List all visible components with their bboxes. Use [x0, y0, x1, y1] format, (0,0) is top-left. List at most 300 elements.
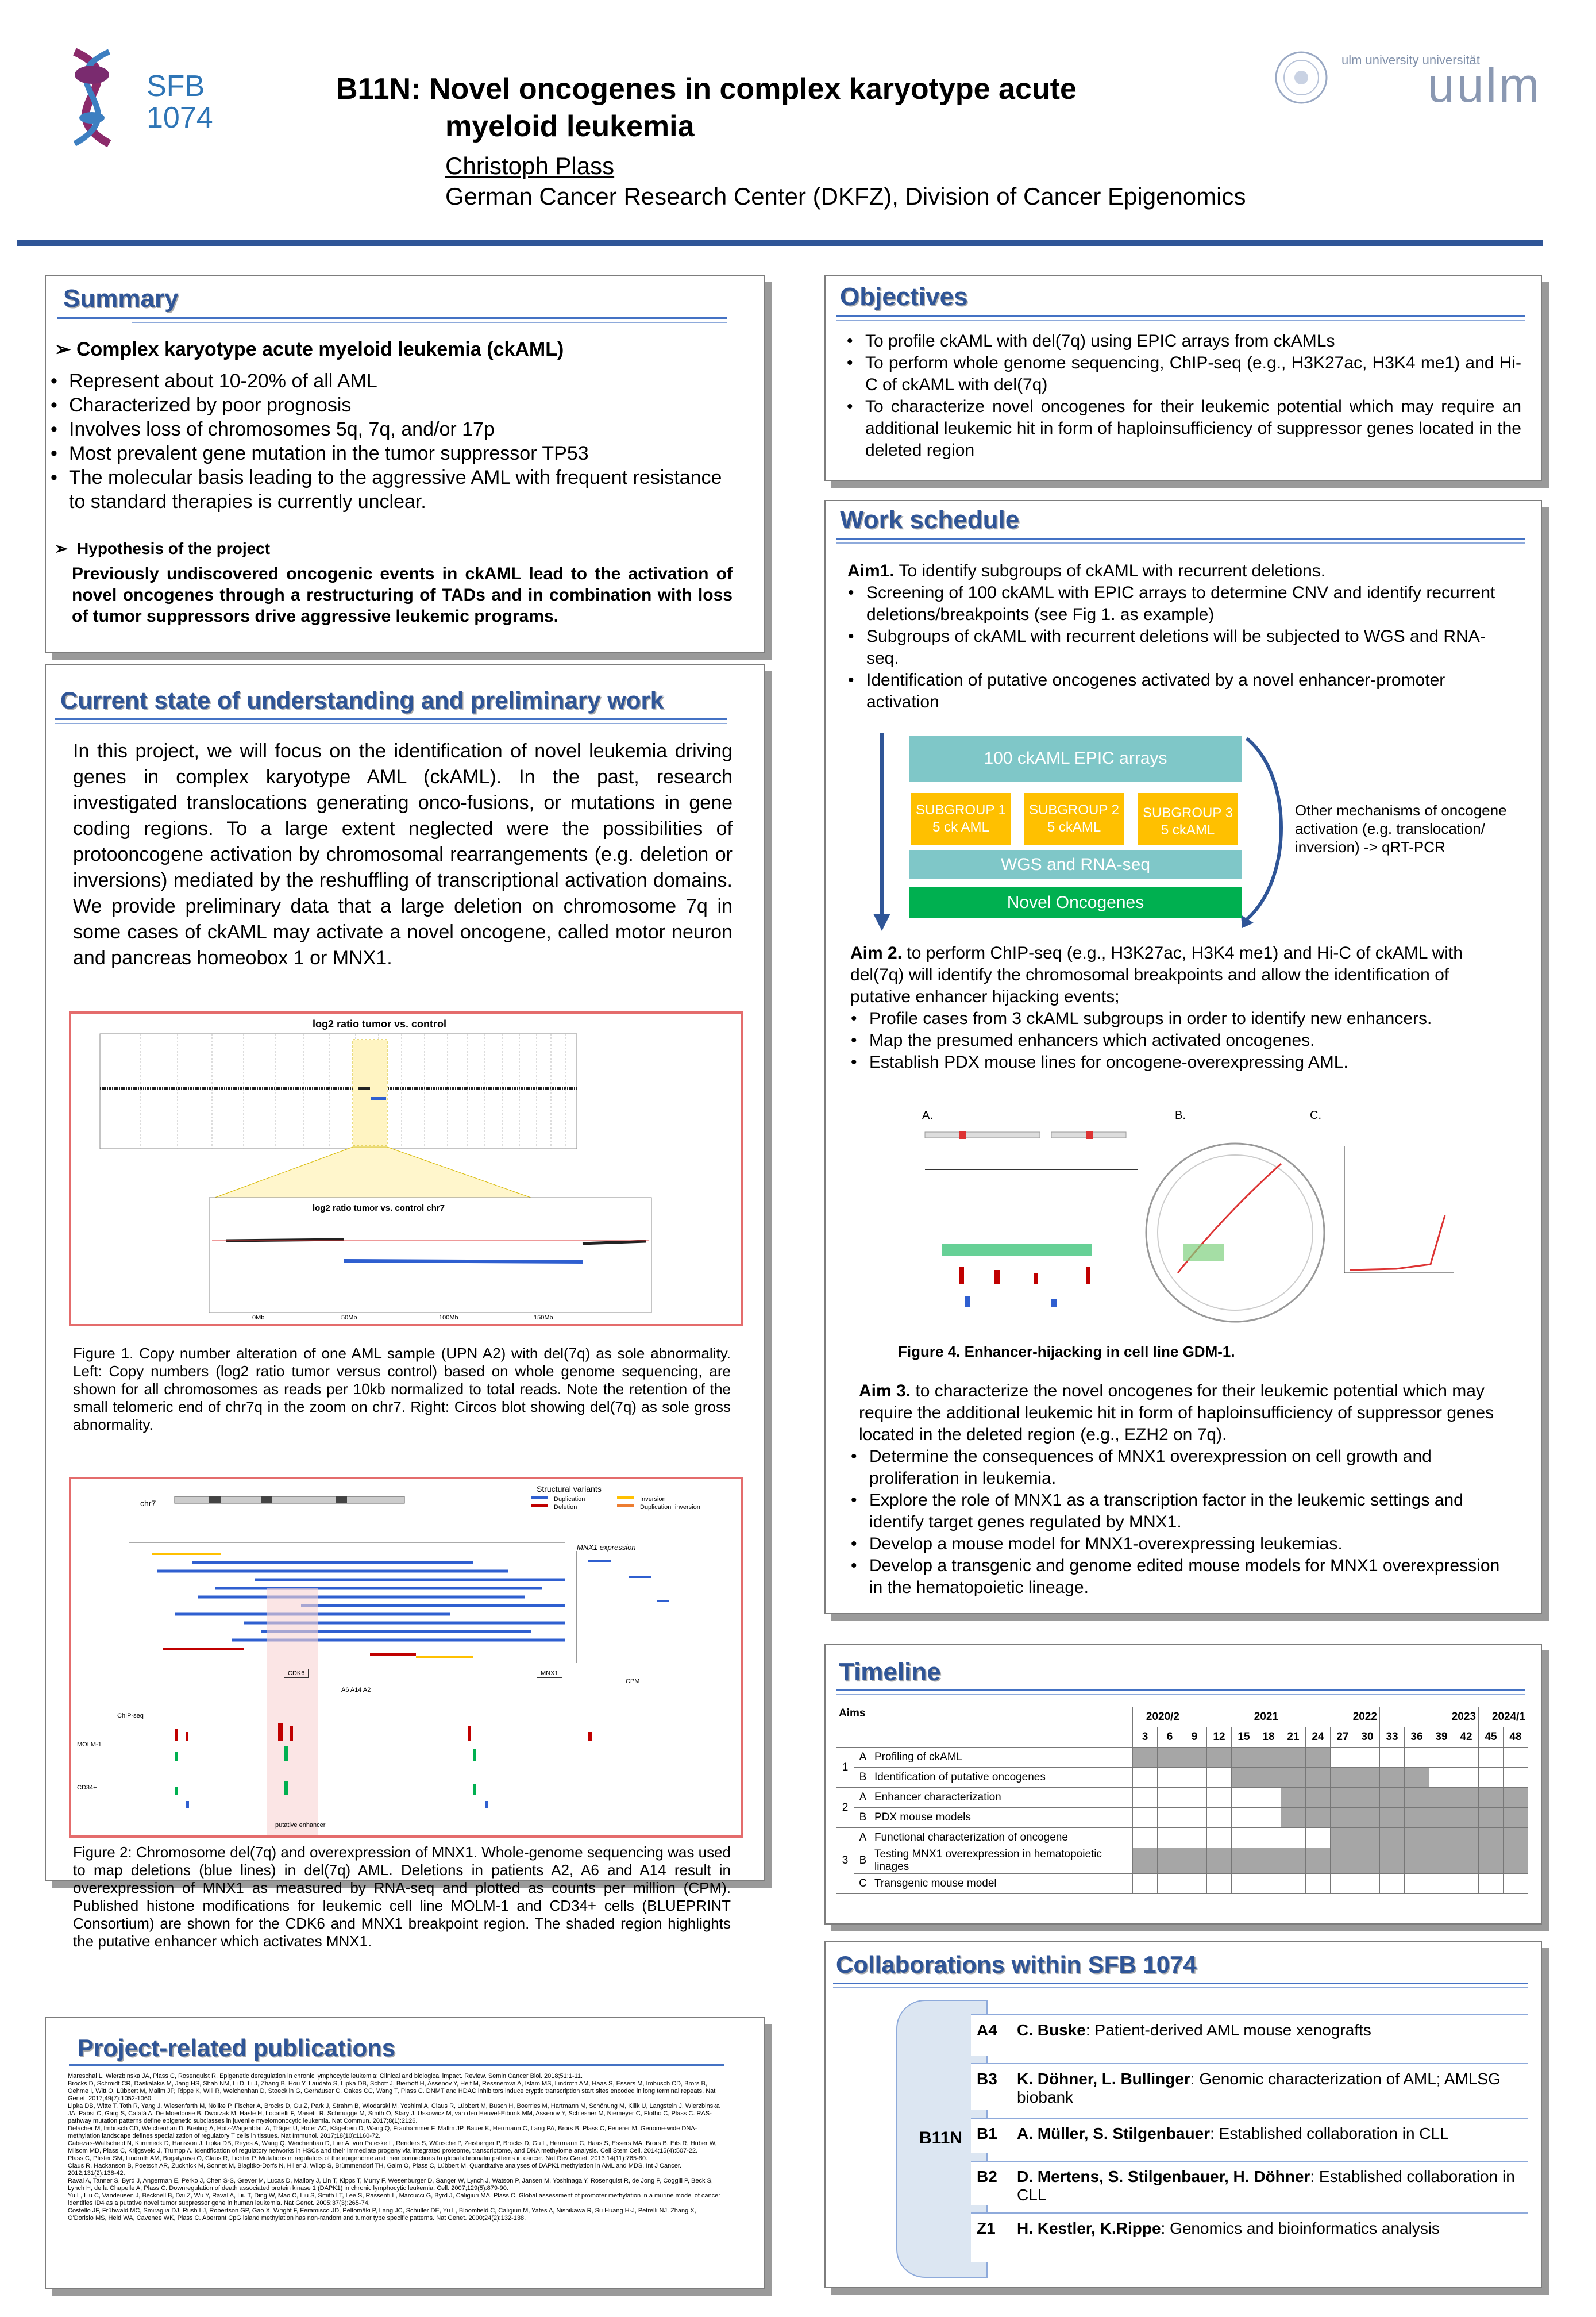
fig2-mnx1-label: MNX1: [537, 1669, 562, 1678]
aim3-heading: [859, 1380, 1514, 1446]
timeline-cell: [1256, 1828, 1281, 1848]
timeline-month: 42: [1454, 1727, 1479, 1748]
timeline-cell: [1207, 1848, 1232, 1874]
timeline-sub-label: B: [854, 1848, 872, 1874]
timeline-underline-2: [836, 1694, 1525, 1695]
timeline-month: 15: [1232, 1727, 1256, 1748]
uni-small-text: ulm university universität: [1341, 53, 1480, 67]
work-schedule-underline: [836, 538, 1525, 540]
timeline-task-label: Identification of putative oncogenes: [872, 1768, 1133, 1788]
timeline-cell: [1479, 1848, 1504, 1874]
timeline-cell: [1380, 1748, 1405, 1768]
timeline-cell: [1405, 1828, 1429, 1848]
timeline-sub-label: A: [854, 1788, 872, 1808]
collab-item: [971, 2014, 1528, 2056]
timeline-cell: [1133, 1748, 1158, 1768]
fig1-genome-plot: [71, 1014, 741, 1324]
aim2-bullet: • Profile cases from 3 ckAML subgroups in order to identify new enhancers.: [847, 1008, 1514, 1030]
timeline-month: 12: [1207, 1727, 1232, 1748]
timeline-cell: [1182, 1748, 1207, 1768]
timeline-title: Timeline: [839, 1658, 941, 1686]
timeline-cell: [1405, 1748, 1429, 1768]
fig4-panel-c: C.: [1310, 1109, 1321, 1122]
collab-names: D. Mertens, S. Stilgenbauer, H. Döhner: [1017, 2168, 1310, 2185]
timeline-cell: [1207, 1768, 1232, 1788]
timeline-task-row: [836, 1748, 1528, 1768]
timeline-cell: [1207, 1808, 1232, 1828]
timeline-cell: [1232, 1848, 1256, 1874]
timeline-month: 6: [1158, 1727, 1182, 1748]
dna-helix-icon: [52, 46, 138, 149]
current-state-title: Current state of understanding and preliminary work: [60, 687, 664, 714]
collab-description: : Genomics and bioinformatics analysis: [1161, 2219, 1440, 2237]
timeline-task-row: [836, 1788, 1528, 1808]
timeline-cell: [1429, 1828, 1454, 1848]
timeline-cell: [1306, 1748, 1331, 1768]
reference: Cabezas-Wallscheid N, Klimmeck D, Hansson J, Lipka DB, Reyes A, Wang Q, Weichenhan D, Lier A, von Paleske L, Renders S, Wünsche P, Zeisberger P, Brocks D, Gu L, Herrmann C, Haas S, Essers MA, Brors B, Eils R, Huber W, Milsom MD, Plass C, Krijgsveld J, Trumpp A. Identification of regulatory networks in HSCs and their immediate progeny via integrated proteome, transcriptome, and DNA methylome analysis. Cell Stem Cell. 2014;15(4):507-22.: [68, 2140, 717, 2154]
summary-underline: [57, 317, 727, 319]
timeline-cell: [1429, 1848, 1454, 1874]
fig2-chip-label: ChIP-seq: [117, 1712, 144, 1719]
summary-bullet: • Most prevalent gene mutation in the tumor suppressor TP53: [47, 441, 742, 465]
timeline-cell: [1504, 1748, 1528, 1768]
timeline-cell: [1306, 1788, 1331, 1808]
timeline-cell: [1207, 1748, 1232, 1768]
timeline-cell: [1256, 1808, 1281, 1828]
publications-title: Project-related publications: [78, 2034, 396, 2061]
fig2-cd34-label: CD34+: [77, 1784, 97, 1791]
flow-novel-box: Novel Oncogenes: [909, 887, 1242, 918]
timeline-cell: [1405, 1874, 1429, 1894]
fig2-chr-label: chr7: [140, 1499, 156, 1508]
reference: Costello JF, Frühwald MC, Smiraglia DJ, Rush LJ, Robertson GP, Gao X, Wright F, Feramisco JD, Peltomäki P, Lang JC, Schuller DE, Yu L, Bloomfield C, Caligiuri M, Yates A, Nishikawa R, Su Huang H-J, Petrelli NJ, Zhang X, O'Dorisio MS, Held WA, Cavenee WK, Plass C. Aberrant CpG island methylation has non-random and tumor type specific patterns. Nat Genet. 2000;24(2):132-138.: [68, 2207, 696, 2222]
aim2-list: [847, 1008, 1514, 1073]
objective-bullet: • To perform whole genome sequencing, ChIP-seq (e.g., H3K27ac, H3K4 me1) and Hi-C of ckAML with del(7q): [843, 352, 1521, 396]
timeline-month: 18: [1256, 1727, 1281, 1748]
timeline-cell: [1158, 1808, 1182, 1828]
timeline-cell: [1454, 1828, 1479, 1848]
figure-4: [879, 1100, 1514, 1339]
timeline-cell: [1158, 1748, 1182, 1768]
summary-bullet: • The molecular basis leading to the aggressive AML with frequent resistance to standard therapies is currently unclear.: [47, 465, 742, 514]
timeline-cell: [1331, 1828, 1355, 1848]
aim1-text: To identify subgroups of ckAML with recurrent deletions.: [894, 561, 1326, 580]
fig2-legend-inv: Inversion: [640, 1496, 666, 1503]
reference: Delacher M, Imbusch CD, Weichenhan D, Breiling A, Hotz-Wagenblatt A, Träger U, Hofer AC, Kägebein D, Wang Q, Frauhammer F, Mallm JP, Bauer K, Herrmann C, Lang PA, Brors B, Plass C, Feuerer M. Genome-wide DNA-methylation landscape defines specialization of regulatory T cells in tissues. Nat Immunol. 2017;18(10):1160-72.: [68, 2125, 697, 2139]
timeline-year: 2020/2: [1133, 1707, 1182, 1727]
timeline-cell: [1479, 1788, 1504, 1808]
header-divider: [17, 240, 1543, 246]
timeline-cell: [1158, 1828, 1182, 1848]
timeline-cell: [1429, 1788, 1454, 1808]
timeline-cell: [1380, 1788, 1405, 1808]
reference: Raval A, Tanner S, Byrd J, Angerman E, Perko J, Chen S-S, Grever M, Lucas D, Mallory J, Lin T, Kipps T, Murry F, Wesenburger D, Sanger W, Lynch J, Watson P, Jansen M, Yoshinaga Y, Rosenquist R, de Jong P, Coggill P, Beck S, Lynch H, de la Chapelle A, Plass C. Downregulation of death associated protein kinase 1 (DAPK1) in chronic lymphocytic leukemia. Cell. 2007;129(5):879-90.: [68, 2177, 713, 2192]
timeline-year: 2023: [1380, 1707, 1479, 1727]
timeline-cell: [1331, 1748, 1355, 1768]
figure-1-caption: Figure 1. Copy number alteration of one AML sample (UPN A2) with del(7q) as sole abnormality. Left: Copy numbers (log2 ratio tumor versus control) based on whole genome sequencing, are shown for all chromosomes as reads per 10kb normalized to total reads. Note the retention of the small telomeric end of chr7q in the zoom on chr7. Right: Circos blot showing del(7q) as sole gross abnormality.: [73, 1345, 731, 1433]
timeline-cell: [1355, 1808, 1380, 1828]
timeline-cell: [1454, 1848, 1479, 1874]
timeline-cell: [1207, 1874, 1232, 1894]
figure-4-caption: Figure 4. Enhancer-hijacking in cell line GDM-1.: [898, 1343, 1235, 1360]
summary-heading: [55, 338, 744, 361]
timeline-cell: [1232, 1748, 1256, 1768]
timeline-cell: [1133, 1848, 1158, 1874]
figure-2: [69, 1477, 743, 1838]
collab-text: [1017, 2219, 1517, 2238]
reference: Yu L, Liu C, Vandeusen J, Becknell B, Dai Z, Wu Y, Raval A, Liu T, Ding W, Mao C, Liu S, Smith LT, Lee S, Rassenti L, Marcucci G, Byrd J, Caligiuri MA, Plass C. Global assessment of promoter methylation in a murine model of cancer identifies ID4 as a putative novel tumor suppressor gene in human leukemia. Nat Genet. 2005;37(3):265-74.: [68, 2192, 720, 2207]
flow-diagram: [868, 730, 1534, 931]
collab-center-label: B11N: [919, 2129, 963, 2147]
timeline-cell: [1380, 1828, 1405, 1848]
timeline-cell: [1281, 1848, 1306, 1874]
timeline-cell: [1355, 1748, 1380, 1768]
flow-subgroup-1: SUBGROUP 1 5 ck AML: [911, 793, 1011, 845]
timeline-month: 27: [1331, 1727, 1355, 1748]
fig4-panel-a: A.: [922, 1109, 933, 1122]
aim3-bullet: • Determine the consequences of MNX1 overexpression on cell growth and proliferation in leukemia.: [847, 1446, 1514, 1490]
summary-bullet: • Involves loss of chromosomes 5q, 7q, and/or 17p: [47, 417, 742, 441]
timeline-year: 2021: [1182, 1707, 1281, 1727]
collab-id: B2: [977, 2168, 997, 2185]
timeline-cell: [1182, 1788, 1207, 1808]
timeline-cell: [1479, 1828, 1504, 1848]
timeline-cell: [1281, 1828, 1306, 1848]
timeline-sub-label: A: [854, 1828, 872, 1848]
collab-text: [1017, 2021, 1517, 2039]
aim1-bullet: • Subgroups of ckAML with recurrent deletions will be subjected to WGS and RNA-seq.: [845, 626, 1517, 669]
timeline-task-row: [836, 1808, 1528, 1828]
collab-text: [1017, 2168, 1517, 2204]
objectives-title: Objectives: [840, 283, 968, 311]
fig2-expression-title: MNX1 expression: [577, 1543, 636, 1552]
timeline-year: 2022: [1281, 1707, 1380, 1727]
timeline-cell: [1306, 1768, 1331, 1788]
reference: Lipka DB, Witte T, Toth R, Yang J, Wiesenfarth M, Nöllke P, Fischer A, Brocks D, Gu Z, Park J, Strahm B, Wlodarski M, Yoshimi A, Claus R, Lübbert M, Busch H, Boerries M, Hartmann M, Schönung M, Kilik U, Langstein J, Wierzbinska JA, Pabst C, Garg S, Catalá A, De Moerloose B, Dworzak M, Hasle H, Locatelli F, Masetti R, Schmugge M, Smith O, Stary J, Ussowicz M, van den Heuvel-Eibrink MM, Assenov Y, Schlesner M, Niemeyer C, Flotho C, Plass C. RAS-pathway mutation patterns define epigenetic subclasses in juvenile myelomonocytic leukemia. Nat Commun. 2017;8(1):2126.: [68, 2103, 720, 2124]
timeline-cell: [1256, 1788, 1281, 1808]
timeline-cell: [1479, 1808, 1504, 1828]
timeline-cell: [1158, 1848, 1182, 1874]
fig2-legend-dupinv: Duplication+inversion: [640, 1504, 700, 1511]
timeline-task-label: Enhancer characterization: [872, 1788, 1133, 1808]
aim1-bullet: • Identification of putative oncogenes activated by a novel enhancer-promoter activation: [845, 669, 1517, 713]
university-seal-icon: [1273, 49, 1330, 106]
aim3-text: to characterize the novel oncogenes for their leukemic potential which may require the additional leukemic hit in form of haploinsufficiency of suppressor genes located in the deleted region (e.g., EZH2 on 7q).: [859, 1381, 1494, 1444]
fig2-sv-title: Structural variants: [537, 1484, 602, 1494]
logo-text-sfb: SFB: [147, 70, 205, 103]
figure-1: [69, 1011, 743, 1326]
timeline-cell: [1182, 1828, 1207, 1848]
flow-subgroup-2: SUBGROUP 2 5 ckAML: [1024, 793, 1124, 845]
timeline-cell: [1182, 1874, 1207, 1894]
collab-id: Z1: [977, 2219, 996, 2237]
affiliation: German Cancer Research Center (DKFZ), Division of Cancer Epigenomics: [445, 183, 1246, 210]
collab-id: A4: [977, 2021, 997, 2039]
timeline-cell: [1429, 1808, 1454, 1828]
timeline-cell: [1355, 1828, 1380, 1848]
timeline-cell: [1405, 1848, 1429, 1874]
timeline-cell: [1331, 1874, 1355, 1894]
fig1-title: log2 ratio tumor vs. control: [313, 1018, 447, 1030]
fig1-tick: 0Mb: [252, 1314, 265, 1321]
collaborations-underline: [833, 1983, 1528, 1984]
ulm-university-logo: [1273, 46, 1560, 112]
figure-2-caption: Figure 2: Chromosome del(7q) and overexpression of MNX1. Whole-genome sequencing was used to map deletions (blue lines) in del(7q) AML. Deletions in patients A2, A6 and A14 result in overexpression of MNX1 as measured by RNA-seq and plotted as counts per million (CPM). Published histone modifications for leukemic cell line MOLM-1 and CD34+ cells (BLUEPRINT Consortium) are shown for the CDK6 and MNX1 breakpoint region. The shaded region highlights the putative enhancer which activates MNX1.: [73, 1843, 731, 1950]
collab-description: : Established collaboration in CLL: [1017, 2168, 1515, 2204]
collab-id: B3: [977, 2070, 997, 2088]
timeline-cell: [1504, 1788, 1528, 1808]
timeline-month: 3: [1133, 1727, 1158, 1748]
timeline-underline: [836, 1689, 1525, 1691]
logo-text-number: 1074: [147, 101, 213, 134]
poster-title-line2: myeloid leukemia: [445, 110, 695, 143]
timeline-cell: [1479, 1748, 1504, 1768]
aim3-label: Aim 3.: [859, 1381, 911, 1400]
hypothesis-text: Previously undiscovered oncogenic events in ckAML lead to the activation of novel oncogenes through a restructuring of TADs and in combination with loss of tumor suppressors drive aggressive leukemic programs.: [72, 564, 733, 626]
aim1-bullet: • Screening of 100 ckAML with EPIC arrays to determine CNV and identify recurrent deletions/breakpoints (see Fig 1. as example): [845, 582, 1517, 626]
timeline-cell: [1355, 1768, 1380, 1788]
timeline-month: 24: [1306, 1727, 1331, 1748]
timeline-table: [836, 1707, 1528, 1894]
flow-epic-box: 100 ckAML EPIC arrays: [909, 736, 1242, 782]
timeline-cell: [1306, 1808, 1331, 1828]
summary-bullet-list: [47, 369, 742, 514]
collaborations-title: Collaborations within SFB 1074: [836, 1951, 1197, 1978]
publications-underline: [69, 2064, 724, 2066]
hypothesis-title-text: Hypothesis of the project: [77, 540, 271, 557]
timeline-cell: [1133, 1768, 1158, 1788]
timeline-cell: [1331, 1788, 1355, 1808]
timeline-task-row: [836, 1768, 1528, 1788]
fig2-cpm-label: CPM: [626, 1678, 640, 1685]
timeline-cell: [1405, 1808, 1429, 1828]
timeline-cell: [1306, 1828, 1331, 1848]
timeline-cell: [1182, 1768, 1207, 1788]
timeline-cell: [1380, 1808, 1405, 1828]
fig1-tick: 50Mb: [341, 1314, 357, 1321]
timeline-aim-number: 3: [836, 1828, 854, 1894]
timeline-task-row: [836, 1828, 1528, 1848]
hypothesis-title: [55, 537, 270, 560]
timeline-cell: [1256, 1874, 1281, 1894]
timeline-cell: [1133, 1828, 1158, 1848]
collab-id: B1: [977, 2124, 997, 2142]
collab-item: [971, 2212, 1528, 2262]
work-schedule-title: Work schedule: [840, 506, 1020, 534]
timeline-cell: [1479, 1874, 1504, 1894]
timeline-cell: [1256, 1748, 1281, 1768]
timeline-cell: [1479, 1768, 1504, 1788]
collab-names: H. Kestler, K.Rippe: [1017, 2219, 1161, 2237]
timeline-year-row: [836, 1707, 1528, 1727]
arrow-bullet-icon: ➢: [55, 338, 76, 360]
timeline-month: 48: [1504, 1727, 1528, 1748]
reference: Mareschal L, Wierzbinska JA, Plass C, Rosenquist R. Epigenetic deregulation in chronic lymphocytic leukemia: Clinical and biological impact. Review. Semin Cancer Biol. 2018;51:1-11.: [68, 2073, 583, 2080]
flow-subgroup-3: SUBGROUP 3 5 ckAML: [1138, 793, 1238, 845]
objectives-list: [843, 330, 1521, 461]
timeline-cell: [1158, 1768, 1182, 1788]
timeline-month: 9: [1182, 1727, 1207, 1748]
publications-list: [68, 2073, 723, 2222]
timeline-task-label: Profiling of ckAML: [872, 1748, 1133, 1768]
collab-description: : Patient-derived AML mouse xenografts: [1085, 2021, 1371, 2039]
objective-bullet: • To profile ckAML with del(7q) using EPIC arrays from ckAMLs: [843, 330, 1521, 352]
timeline-cell: [1232, 1828, 1256, 1848]
timeline-cell: [1331, 1808, 1355, 1828]
timeline-cell: [1133, 1788, 1158, 1808]
aim2-label: Aim 2.: [850, 944, 903, 963]
summary-underline-2: [132, 322, 727, 323]
timeline-cell: [1207, 1788, 1232, 1808]
timeline-cell: [1504, 1874, 1528, 1894]
timeline-cell: [1232, 1768, 1256, 1788]
timeline-year: 2024/1: [1479, 1707, 1528, 1727]
timeline-cell: [1380, 1768, 1405, 1788]
timeline-cell: [1454, 1808, 1479, 1828]
fig4-panel-b: B.: [1175, 1109, 1186, 1122]
timeline-month: 36: [1405, 1727, 1429, 1748]
timeline-cell: [1405, 1768, 1429, 1788]
timeline-task-row: [836, 1848, 1528, 1874]
fig2-cdk6-label: CDK6: [284, 1669, 309, 1678]
timeline-cell: [1429, 1768, 1454, 1788]
collab-item: [971, 2161, 1528, 2205]
timeline-cell: [1281, 1768, 1306, 1788]
timeline-cell: [1429, 1748, 1454, 1768]
fig1-zoom-title: log2 ratio tumor vs. control chr7: [313, 1203, 445, 1213]
timeline-cell: [1281, 1748, 1306, 1768]
aim3-bullet: • Develop a mouse model for MNX1-overexpressing leukemias.: [847, 1533, 1514, 1555]
timeline-month: 39: [1429, 1727, 1454, 1748]
aim2-bullet: • Establish PDX mouse lines for oncogene-overexpressing AML.: [847, 1052, 1514, 1073]
fig1-tick: 150Mb: [534, 1314, 553, 1321]
fig2-legend-dup: Duplication: [554, 1496, 585, 1503]
timeline-cell: [1355, 1848, 1380, 1874]
timeline-task-label: Testing MNX1 overexpression in hematopoietic linages: [872, 1848, 1133, 1874]
timeline-cell: [1256, 1768, 1281, 1788]
flow-wgs-box: WGS and RNA-seq: [909, 850, 1242, 879]
work-schedule-underline-2: [836, 542, 1525, 544]
reference: Claus R, Hackanson B, Poetsch AR, Zucknick M, Sonnet M, Blagitko-Dorfs N, Hiller J, Wilop S, Brümmendorf TH, Galm O, Plass C, Lübbert M. Quantitative analyses of DAPK1 methylation in AML and MDS. Int J Cancer. 2012;131(2):138-42.: [68, 2162, 682, 2177]
timeline-cell: [1504, 1848, 1528, 1874]
timeline-cell: [1405, 1788, 1429, 1808]
collab-names: K. Döhner, L. Bullinger: [1017, 2070, 1190, 2088]
objectives-underline-2: [836, 320, 1525, 321]
fig1-tick: 100Mb: [439, 1314, 458, 1321]
collab-text: [1017, 2070, 1517, 2107]
timeline-sub-label: A: [854, 1748, 872, 1768]
timeline-cell: [1454, 1788, 1479, 1808]
timeline-cell: [1454, 1748, 1479, 1768]
timeline-cell: [1256, 1848, 1281, 1874]
reference: Plass C, Pfister SM, Lindroth AM, Bogatyrova O, Claus R, Lichter P. Mutations in regulators of the epigenome and their connections to global chromatin patterns in cancer. Nat Rev Genet. 2013;14(11):765-80.: [68, 2155, 648, 2162]
summary-bullet: • Represent about 10-20% of all AML: [47, 369, 742, 393]
timeline-cell: [1158, 1788, 1182, 1808]
timeline-cell: [1306, 1848, 1331, 1874]
timeline-cell: [1331, 1848, 1355, 1874]
aim2-heading: [850, 942, 1511, 1008]
arrow-bullet-icon: ➢: [55, 540, 78, 557]
timeline-cell: [1182, 1848, 1207, 1874]
timeline-cell: [1133, 1808, 1158, 1828]
collab-names: A. Müller, S. Stilgenbauer: [1017, 2124, 1211, 2142]
timeline-cell: [1429, 1874, 1454, 1894]
timeline-cell: [1207, 1828, 1232, 1848]
summary-title: Summary: [63, 284, 179, 313]
timeline-cell: [1454, 1874, 1479, 1894]
aim3-bullet: • Explore the role of MNX1 as a transcription factor in the leukemic settings and identify target genes regulated by MNX1.: [847, 1490, 1514, 1533]
timeline-cell: [1158, 1874, 1182, 1894]
aim1-heading: [847, 560, 1520, 582]
fig4-graphics: [879, 1100, 1514, 1339]
collab-text: [1017, 2124, 1517, 2143]
timeline-cell: [1281, 1788, 1306, 1808]
aim3-bullet: • Develop a transgenic and genome edited mouse models for MNX1 overexpression in the hematopoietic lineage.: [847, 1555, 1514, 1599]
timeline-cell: [1504, 1768, 1528, 1788]
timeline-task-label: Functional characterization of oncogene: [872, 1828, 1133, 1848]
timeline-sub-label: B: [854, 1768, 872, 1788]
collaborations-underline-2: [833, 1987, 1528, 1988]
flow-other-box: Other mechanisms of oncogene activation (e.g. translocation/ inversion) -> qRT-PCR: [1290, 796, 1525, 882]
timeline-cell: [1232, 1808, 1256, 1828]
reference: Brocks D, Schmidt CR, Daskalakis M, Jang HS, Shah NM, Li D, Li J, Zhang B, Hou Y, Laudato S, Lipka DB, Schott J, Bierhoff H, Assenov Y, Helf M, Ressnerova A, Islam MS, Lindroth AM, Haas S, Essers M, Imbusch CD, Brors B, Oehme I, Witt O, Lübbert M, Mallm JP, Rippe K, Will R, Weichenhan D, Stoecklin G, Gerhäuser C, Oakes CC, Wang T, Plass C. DNMT and HDAC inhibitors induce cryptic transcription start sites encoded in long terminal repeats. Nat Genet. 2017;49(7):1052-1060.: [68, 2080, 716, 2102]
fig2-deletion-plot: [71, 1479, 741, 1835]
timeline-cell: [1380, 1848, 1405, 1874]
aim3-list: [847, 1446, 1514, 1599]
aim1-label: Aim1.: [847, 561, 895, 580]
timeline-cell: [1232, 1874, 1256, 1894]
timeline-cell: [1380, 1874, 1405, 1894]
poster-title-line1: B11N: Novel oncogenes in complex karyotype acute: [336, 72, 1077, 106]
timeline-month: 45: [1479, 1727, 1504, 1748]
timeline-cell: [1281, 1874, 1306, 1894]
timeline-cell: [1133, 1874, 1158, 1894]
timeline-month: 30: [1355, 1727, 1380, 1748]
current-state-text: In this project, we will focus on the identification of novel leukemia driving genes in complex karyotype AML (ckAML). In the past, research investigated translocations generating onco-fusions, or mutations in gene coding regions. To a large extent neglected were the possibilities of protooncogene activation by chromosomal rearrangements (e.g. deletion or inversions) mediated by the reshuffling of transcriptional activation domains. We provide preliminary data that a large deletion on chromosome 7q in some cases of ckAML may activate a novel oncogene, called motor neuron and pancreas homeobox 1 or MNX1.: [73, 740, 733, 969]
summary-bullet: • Characterized by poor prognosis: [47, 393, 742, 417]
aim2-text: to perform ChIP-seq (e.g., H3K27ac, H3K4 me1) and Hi-C of ckAML with del(7q) will identify the chromosomal breakpoints and allow the identification of putative enhancer hijacking events;: [850, 944, 1463, 1006]
timeline-cell: [1182, 1808, 1207, 1828]
fig2-molm-label: MOLM-1: [77, 1741, 102, 1748]
collab-item: [971, 2118, 1528, 2153]
timeline-sub-label: C: [854, 1874, 872, 1894]
uni-big-text: uulm: [1428, 58, 1542, 112]
timeline-task-label: PDX mouse models: [872, 1808, 1133, 1828]
fig2-a-labels: A6 A14 A2: [341, 1687, 371, 1694]
current-state-underline-2: [55, 723, 727, 724]
current-state-underline: [55, 718, 727, 720]
timeline-cell: [1306, 1874, 1331, 1894]
timeline-cell: [1504, 1828, 1528, 1848]
collab-names: C. Buske: [1017, 2021, 1086, 2039]
timeline-cell: [1232, 1788, 1256, 1808]
sfb-logo: [52, 46, 218, 149]
timeline-cell: [1355, 1874, 1380, 1894]
fig2-enhancer-label: putative enhancer: [275, 1822, 326, 1829]
collab-description: : Genomic characterization of AML; AMLSG biobank: [1017, 2070, 1501, 2106]
timeline-cell: [1355, 1788, 1380, 1808]
timeline-aim-number: 1: [836, 1748, 854, 1788]
objectives-underline: [836, 315, 1525, 317]
timeline-month: 33: [1380, 1727, 1405, 1748]
timeline-cell: [1504, 1808, 1528, 1828]
timeline-task-label: Transgenic mouse model: [872, 1874, 1133, 1894]
collab-description: : Established collaboration in CLL: [1210, 2124, 1449, 2142]
objective-bullet: • To characterize novel oncogenes for their leukemic potential which may require an additional leukemic hit in form of haploinsufficiency of suppressor genes located in the deleted region: [843, 396, 1521, 461]
timeline-cell: [1454, 1768, 1479, 1788]
timeline-cell: [1281, 1808, 1306, 1828]
timeline-month: 21: [1281, 1727, 1306, 1748]
